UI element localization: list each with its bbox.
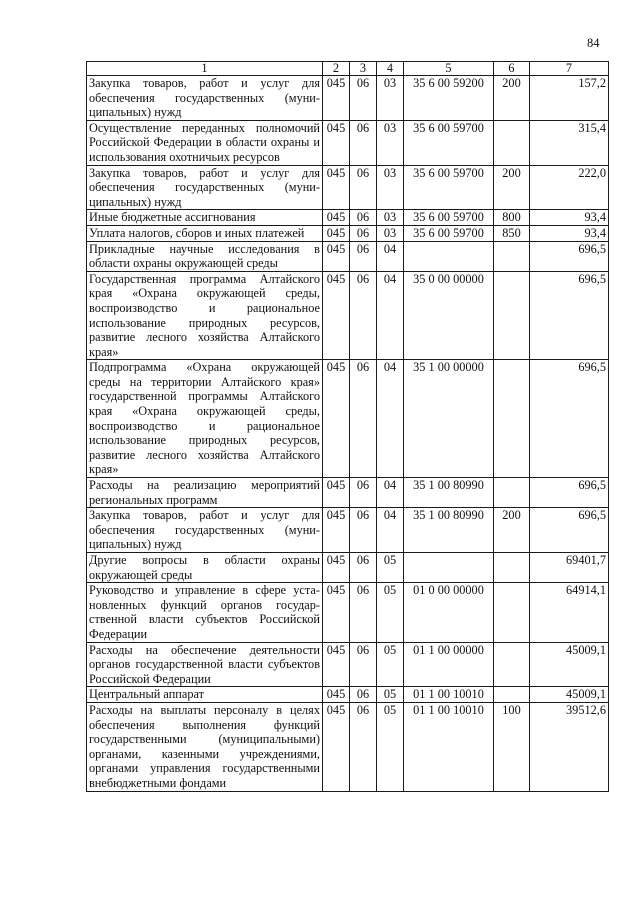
row-amount-cell: 696,5 xyxy=(530,241,609,271)
row-amount-cell: 69401,7 xyxy=(530,553,609,583)
row-name-cell: Осуществление переданных полномочий Российской Федерации в области охраны и использования охотничьих ресурсов xyxy=(87,120,323,165)
row-amount-cell: 222,0 xyxy=(530,165,609,210)
row-section-cell: 06 xyxy=(350,642,377,687)
header-cell-5: 5 xyxy=(404,62,494,76)
row-subsection-cell: 03 xyxy=(377,165,404,210)
table-row xyxy=(87,210,609,226)
row-name-cell: Закупка товаров, работ и услуг для обеспечения государственных (муниципальных) нужд xyxy=(87,76,323,121)
row-section-cell: 06 xyxy=(350,478,377,508)
row-code-cell: 045 xyxy=(323,702,350,791)
row-amount-cell: 696,5 xyxy=(530,478,609,508)
row-code-cell: 045 xyxy=(323,241,350,271)
row-subsection-cell: 04 xyxy=(377,508,404,553)
row-type-cell xyxy=(494,642,530,687)
row-type-cell xyxy=(494,553,530,583)
row-section-cell: 06 xyxy=(350,120,377,165)
table-row xyxy=(87,702,609,791)
row-code-cell: 045 xyxy=(323,120,350,165)
row-type-cell xyxy=(494,271,530,360)
row-section-cell: 06 xyxy=(350,702,377,791)
row-target-cell: 35 6 00 59700 xyxy=(404,165,494,210)
table-row xyxy=(87,241,609,271)
row-name-cell: Прикладные научные исследования в области охраны окружающей среды xyxy=(87,241,323,271)
row-code-cell: 045 xyxy=(323,76,350,121)
table-row xyxy=(87,225,609,241)
row-code-cell: 045 xyxy=(323,642,350,687)
row-target-cell: 35 1 00 00000 xyxy=(404,360,494,478)
row-code-cell: 045 xyxy=(323,687,350,703)
row-target-cell xyxy=(404,553,494,583)
header-cell-3: 3 xyxy=(350,62,377,76)
row-section-cell: 06 xyxy=(350,583,377,642)
row-amount-cell: 696,5 xyxy=(530,271,609,360)
header-cell-6: 6 xyxy=(494,62,530,76)
row-target-cell: 35 1 00 80990 xyxy=(404,508,494,553)
row-code-cell: 045 xyxy=(323,210,350,226)
row-subsection-cell: 03 xyxy=(377,210,404,226)
row-section-cell: 06 xyxy=(350,360,377,478)
budget-table xyxy=(86,61,609,792)
row-name-cell: Центральный аппарат xyxy=(87,687,323,703)
header-cell-2: 2 xyxy=(323,62,350,76)
row-subsection-cell: 05 xyxy=(377,583,404,642)
row-subsection-cell: 05 xyxy=(377,702,404,791)
row-target-cell xyxy=(404,241,494,271)
header-cell-7: 7 xyxy=(530,62,609,76)
table-row xyxy=(87,165,609,210)
row-subsection-cell: 04 xyxy=(377,271,404,360)
row-name-cell: Расходы на обеспечение деятельности органов государственной власти субъектов Российской Федерации xyxy=(87,642,323,687)
row-code-cell: 045 xyxy=(323,508,350,553)
row-section-cell: 06 xyxy=(350,508,377,553)
row-amount-cell: 39512,6 xyxy=(530,702,609,791)
row-subsection-cell: 03 xyxy=(377,76,404,121)
row-section-cell: 06 xyxy=(350,271,377,360)
row-subsection-cell: 04 xyxy=(377,360,404,478)
row-subsection-cell: 03 xyxy=(377,120,404,165)
row-target-cell: 01 1 00 10010 xyxy=(404,687,494,703)
row-name-cell: Расходы на реализацию мероприятий региональных программ xyxy=(87,478,323,508)
table-row xyxy=(87,642,609,687)
row-code-cell: 045 xyxy=(323,553,350,583)
row-amount-cell: 93,4 xyxy=(530,210,609,226)
row-type-cell: 200 xyxy=(494,76,530,121)
row-name-cell: Государственная программа Алтайского края «Охрана окружающей среды, воспроизводство и рациональное использование природных ресурсов, развитие лесного хозяйства Алтайского края» xyxy=(87,271,323,360)
row-subsection-cell: 05 xyxy=(377,642,404,687)
row-type-cell xyxy=(494,687,530,703)
row-type-cell xyxy=(494,241,530,271)
table-body xyxy=(87,62,609,792)
row-name-cell: Закупка товаров, работ и услуг для обеспечения государственных (муниципальных) нужд xyxy=(87,508,323,553)
row-target-cell: 01 0 00 00000 xyxy=(404,583,494,642)
row-code-cell: 045 xyxy=(323,360,350,478)
row-target-cell: 35 6 00 59700 xyxy=(404,210,494,226)
table-row xyxy=(87,687,609,703)
row-section-cell: 06 xyxy=(350,687,377,703)
table-row xyxy=(87,583,609,642)
row-type-cell: 100 xyxy=(494,702,530,791)
row-target-cell: 35 6 00 59700 xyxy=(404,225,494,241)
row-amount-cell: 64914,1 xyxy=(530,583,609,642)
row-target-cell: 35 1 00 80990 xyxy=(404,478,494,508)
row-subsection-cell: 04 xyxy=(377,478,404,508)
row-section-cell: 06 xyxy=(350,553,377,583)
row-type-cell: 850 xyxy=(494,225,530,241)
row-section-cell: 06 xyxy=(350,210,377,226)
row-target-cell: 35 6 00 59200 xyxy=(404,76,494,121)
row-type-cell: 800 xyxy=(494,210,530,226)
row-type-cell xyxy=(494,120,530,165)
row-name-cell: Руководство и управление в сфере установленных функций органов государственной власти субъектов Российской Федерации xyxy=(87,583,323,642)
row-amount-cell: 315,4 xyxy=(530,120,609,165)
row-name-cell: Расходы на выплаты персоналу в целях обеспечения выполнения функций государственными (муниципальными) органами, казенными учреждениями, органами управления государственными внебюджетными фондами xyxy=(87,702,323,791)
row-amount-cell: 45009,1 xyxy=(530,642,609,687)
row-type-cell xyxy=(494,583,530,642)
table-row xyxy=(87,360,609,478)
row-amount-cell: 93,4 xyxy=(530,225,609,241)
row-code-cell: 045 xyxy=(323,271,350,360)
row-amount-cell: 45009,1 xyxy=(530,687,609,703)
row-name-cell: Подпрограмма «Охрана окружающей среды на территории Алтайского края» государственной программы Алтайского края «Охрана окружающей среды, воспроизводство и рациональное использование природных ресурсов, развитие лесного хозяйства Алтайского края» xyxy=(87,360,323,478)
row-section-cell: 06 xyxy=(350,241,377,271)
table-row xyxy=(87,271,609,360)
row-subsection-cell: 05 xyxy=(377,553,404,583)
row-amount-cell: 157,2 xyxy=(530,76,609,121)
header-cell-4: 4 xyxy=(377,62,404,76)
row-code-cell: 045 xyxy=(323,583,350,642)
row-type-cell xyxy=(494,478,530,508)
row-target-cell: 01 1 00 00000 xyxy=(404,642,494,687)
row-amount-cell: 696,5 xyxy=(530,508,609,553)
row-type-cell: 200 xyxy=(494,165,530,210)
row-amount-cell: 696,5 xyxy=(530,360,609,478)
table-row xyxy=(87,76,609,121)
row-section-cell: 06 xyxy=(350,165,377,210)
row-subsection-cell: 05 xyxy=(377,687,404,703)
row-name-cell: Уплата налогов, сборов и иных платежей xyxy=(87,225,323,241)
header-cell-1: 1 xyxy=(87,62,323,76)
row-section-cell: 06 xyxy=(350,225,377,241)
row-name-cell: Другие вопросы в области охраны окружающей среды xyxy=(87,553,323,583)
row-type-cell: 200 xyxy=(494,508,530,553)
row-subsection-cell: 03 xyxy=(377,225,404,241)
row-code-cell: 045 xyxy=(323,225,350,241)
table-row xyxy=(87,508,609,553)
row-target-cell: 35 0 00 00000 xyxy=(404,271,494,360)
table-row xyxy=(87,120,609,165)
row-name-cell: Иные бюджетные ассигнования xyxy=(87,210,323,226)
row-target-cell: 01 1 00 10010 xyxy=(404,702,494,791)
page-number: 84 xyxy=(587,36,600,50)
row-name-cell: Закупка товаров, работ и услуг для обеспечения государственных (муниципальных) нужд xyxy=(87,165,323,210)
row-type-cell xyxy=(494,360,530,478)
row-target-cell: 35 6 00 59700 xyxy=(404,120,494,165)
row-subsection-cell: 04 xyxy=(377,241,404,271)
table-row xyxy=(87,553,609,583)
row-code-cell: 045 xyxy=(323,165,350,210)
header-row xyxy=(87,62,609,76)
table-row xyxy=(87,478,609,508)
row-code-cell: 045 xyxy=(323,478,350,508)
row-section-cell: 06 xyxy=(350,76,377,121)
